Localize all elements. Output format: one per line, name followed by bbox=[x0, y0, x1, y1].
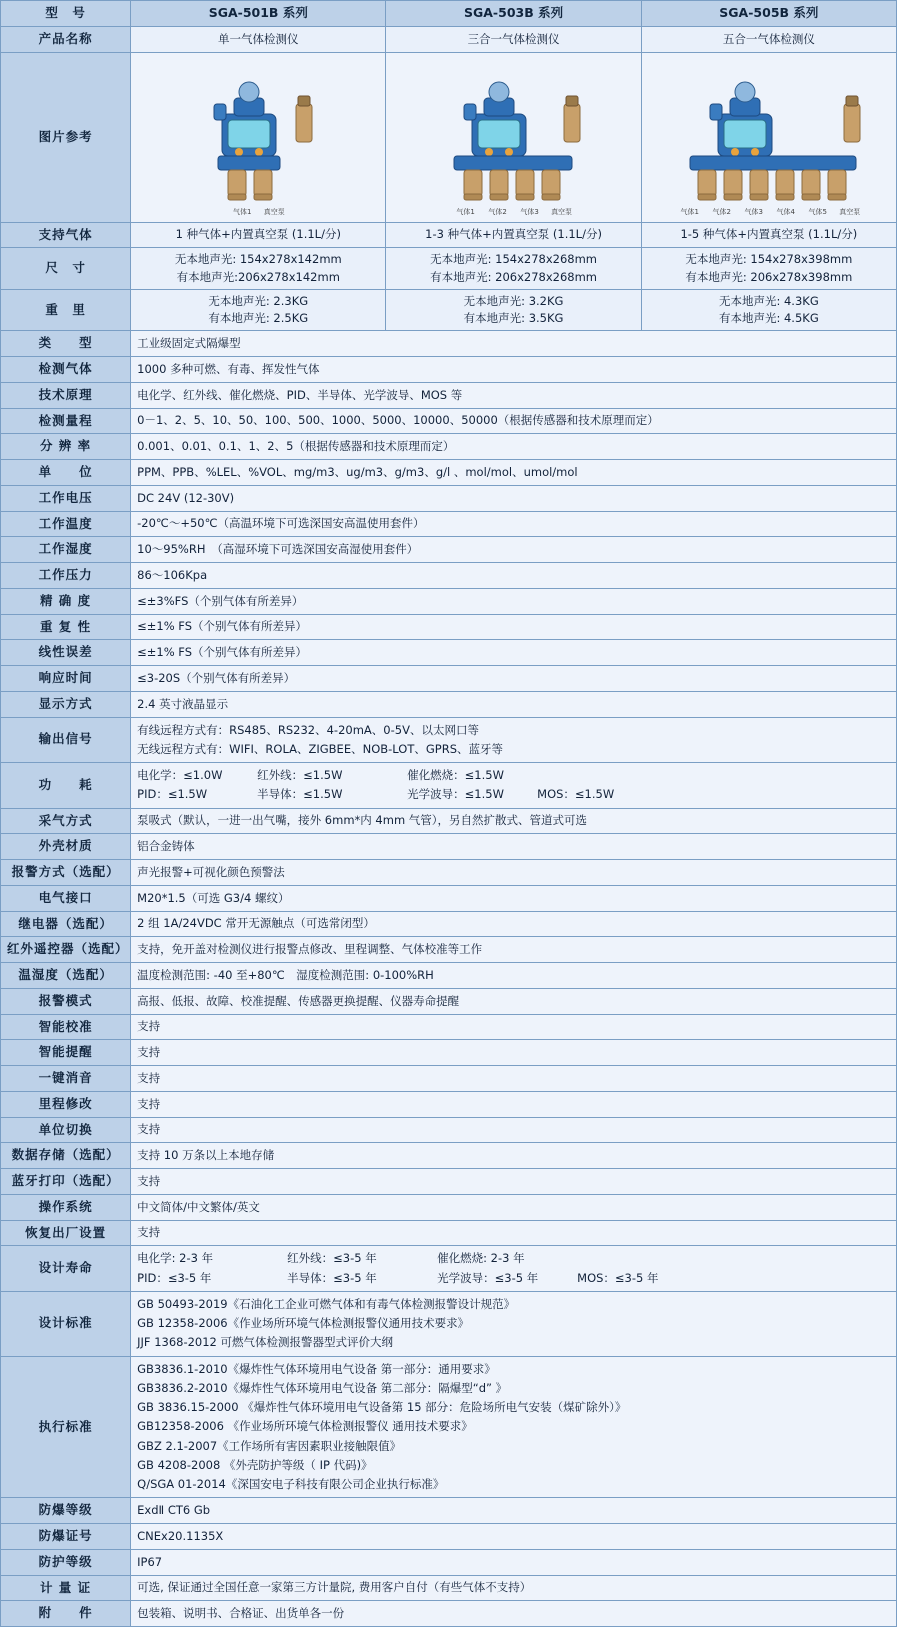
size-3-line2: 有本地声光: 206x278x398mm bbox=[685, 269, 853, 284]
power-optical: 光学波导：≤1.5W bbox=[407, 787, 504, 802]
table-row-linearity bbox=[1, 640, 897, 666]
exec-standard-line-7: Q/SGA 01-2014《深国安电子科技有限公司企业执行标准》 bbox=[137, 1477, 445, 1491]
table-row-power bbox=[1, 763, 897, 809]
row-value-temp-humidity: 温度检测范围: -40 至+80℃ 湿度检测范围: 0-100%RH bbox=[131, 963, 897, 989]
life-pid: PID：≤3-5 年 bbox=[137, 1270, 212, 1285]
gas-detector-illustration-1 bbox=[178, 56, 338, 218]
row-label-image-ref: 图片参考 bbox=[1, 52, 131, 222]
table-row-temp-humidity bbox=[1, 963, 897, 989]
product-name-2: 三合一气体检测仪 bbox=[386, 26, 641, 52]
row-label-data-storage: 数据存储（选配） bbox=[1, 1143, 131, 1169]
row-value-ex-level: ExdⅡ CT6 Gb bbox=[131, 1498, 897, 1524]
table-row-unit bbox=[1, 460, 897, 486]
row-label-electrical-interface: 电气接口 bbox=[1, 885, 131, 911]
row-label-model: 型 号 bbox=[1, 1, 131, 27]
row-value-electrical-interface: M20*1.5（可选 G3/4 螺纹） bbox=[131, 885, 897, 911]
size-1-line2: 有本地声光:206x278x142mm bbox=[176, 269, 340, 284]
row-value-work-humidity: 10～95%RH （高湿环境下可选深国安高湿使用套件） bbox=[131, 537, 897, 563]
table-row-ex-cert bbox=[1, 1524, 897, 1550]
life-mos: MOS：≤3-5 年 bbox=[577, 1270, 659, 1285]
row-label-smart-reminder: 智能提醒 bbox=[1, 1040, 131, 1066]
device-caption-row-1 bbox=[178, 207, 338, 218]
row-label-range: 检测量程 bbox=[1, 408, 131, 434]
device-image-1 bbox=[131, 52, 386, 222]
exec-standard-line-5: GBZ 2.1-2007《工作场所有害因素职业接触限值》 bbox=[137, 1438, 402, 1453]
table-row-ex-level bbox=[1, 1498, 897, 1524]
model-header-2: SGA-503B 系列 bbox=[386, 1, 641, 27]
weight-3 bbox=[641, 289, 896, 331]
weight-1-line2: 有本地声光: 2.5KG bbox=[208, 311, 309, 325]
table-row-bluetooth-print bbox=[1, 1169, 897, 1195]
table-row-alarm-mode bbox=[1, 988, 897, 1014]
table-row-sampling bbox=[1, 808, 897, 834]
row-label-response-time: 响应时间 bbox=[1, 666, 131, 692]
table-row-resolution bbox=[1, 434, 897, 460]
table-row-electrical-interface bbox=[1, 885, 897, 911]
row-label-type: 类 型 bbox=[1, 331, 131, 357]
row-value-range-modify: 支持 bbox=[131, 1091, 897, 1117]
row-label-accuracy: 精 确 度 bbox=[1, 588, 131, 614]
row-value-sampling: 泵吸式（默认，一进一出气嘴，接外 6mm*内 4mm 气管），另自然扩散式、管道式可选 bbox=[131, 808, 897, 834]
power-semiconductor: 半导体：≤1.5W bbox=[257, 787, 343, 802]
row-value-accessories: 包装箱、说明书、合格证、出货单各一份 bbox=[131, 1601, 897, 1627]
table-row-response-time bbox=[1, 666, 897, 692]
exec-standard-line-6: GB 4208-2008 《外壳防护等级（ IP 代码)》 bbox=[137, 1457, 373, 1472]
size-1 bbox=[131, 248, 386, 290]
table-row-image-ref bbox=[1, 52, 897, 222]
row-value-response-time: ≤3-20S（个别气体有所差异） bbox=[131, 666, 897, 692]
exec-standard-line-2: GB3836.2-2010《爆炸性气体环境用电气设备 第二部分：隔爆型“d” 》 bbox=[137, 1380, 508, 1395]
row-value-alarm-type: 声光报警+可视化颜色预警法 bbox=[131, 860, 897, 886]
power-line-1 bbox=[137, 766, 890, 785]
row-label-output-signal: 输出信号 bbox=[1, 717, 131, 763]
row-value-display: 2.4 英寸液晶显示 bbox=[131, 691, 897, 717]
table-row-one-key-mute bbox=[1, 1066, 897, 1092]
row-label-voltage: 工作电压 bbox=[1, 485, 131, 511]
table-row-design-standard bbox=[1, 1291, 897, 1356]
weight-3-line2: 有本地声光: 4.5KG bbox=[718, 311, 819, 325]
design-life-line-2 bbox=[137, 1269, 890, 1288]
row-value-exec-standard bbox=[131, 1356, 897, 1498]
model-header-3: SGA-505B 系列 bbox=[641, 1, 896, 27]
table-row-accuracy bbox=[1, 588, 897, 614]
row-label-unit: 单 位 bbox=[1, 460, 131, 486]
row-label-one-key-mute: 一键消音 bbox=[1, 1066, 131, 1092]
row-value-one-key-mute: 支持 bbox=[131, 1066, 897, 1092]
row-label-power: 功 耗 bbox=[1, 763, 131, 809]
design-life-line-1 bbox=[137, 1249, 890, 1268]
row-label-detect-gas: 检测气体 bbox=[1, 357, 131, 383]
row-value-output-signal bbox=[131, 717, 897, 763]
table-row-accessories bbox=[1, 1601, 897, 1627]
row-label-resolution: 分 辨 率 bbox=[1, 434, 131, 460]
row-value-metrology-cert: 可选, 保证通过全国任意一家第三方计量院, 费用客户自付（有些气体不支持） bbox=[131, 1575, 897, 1601]
row-label-tech-principle: 技术原理 bbox=[1, 382, 131, 408]
size-2-line1: 无本地声光: 154x278x268mm bbox=[430, 252, 598, 267]
table-row-detect-gas bbox=[1, 357, 897, 383]
model-header-1: SGA-501B 系列 bbox=[131, 1, 386, 27]
size-3 bbox=[641, 248, 896, 290]
power-pid: PID：≤1.5W bbox=[137, 787, 208, 802]
size-3-line1: 无本地声光: 154x278x398mm bbox=[685, 252, 853, 267]
device-image-2 bbox=[386, 52, 641, 222]
weight-2-line1: 无本地声光: 3.2KG bbox=[463, 293, 564, 308]
size-2-line2: 有本地声光: 206x278x268mm bbox=[430, 269, 598, 284]
table-row-smart-reminder bbox=[1, 1040, 897, 1066]
device-image-3 bbox=[641, 52, 896, 222]
row-label-ex-cert: 防爆证号 bbox=[1, 1524, 131, 1550]
table-row-tech-principle bbox=[1, 382, 897, 408]
table-row-voltage bbox=[1, 485, 897, 511]
row-label-housing: 外壳材质 bbox=[1, 834, 131, 860]
power-infrared: 红外线：≤1.5W bbox=[257, 768, 343, 782]
row-value-repeatability: ≤±1% FS（个别气体有所差异） bbox=[131, 614, 897, 640]
table-row-data-storage bbox=[1, 1143, 897, 1169]
row-value-smart-reminder: 支持 bbox=[131, 1040, 897, 1066]
row-label-size: 尺 寸 bbox=[1, 248, 131, 290]
row-value-type: 工业级固定式隔爆型 bbox=[131, 331, 897, 357]
product-name-3: 五合一气体检测仪 bbox=[641, 26, 896, 52]
size-2 bbox=[386, 248, 641, 290]
row-value-os: 中文简体/中文繁体/英文 bbox=[131, 1194, 897, 1220]
power-catalytic: 催化燃烧：≤1.5W bbox=[407, 768, 504, 782]
design-standard-line-2: GB 12358-2006《作业场所环境气体检测报警仪通用技术要求》 bbox=[137, 1316, 470, 1330]
table-row-ip-level bbox=[1, 1549, 897, 1575]
row-value-voltage: DC 24V (12-30V) bbox=[131, 485, 897, 511]
device-caption-2-2: 气体2 bbox=[488, 207, 507, 216]
table-row-product-name bbox=[1, 26, 897, 52]
table-row-os bbox=[1, 1194, 897, 1220]
table-row-output-signal bbox=[1, 717, 897, 763]
row-label-support-gas: 支持气体 bbox=[1, 222, 131, 248]
life-semiconductor: 半导体：≤3-5 年 bbox=[287, 1270, 377, 1285]
table-row-unit-switch bbox=[1, 1117, 897, 1143]
row-label-ir-remote: 红外遥控器（选配） bbox=[1, 937, 131, 963]
device-caption-3-4: 气体4 bbox=[776, 207, 795, 216]
row-label-linearity: 线性误差 bbox=[1, 640, 131, 666]
support-gas-1: 1 种气体+内置真空泵 (1.1L/分) bbox=[131, 222, 386, 248]
design-standard-line-1: GB 50493-2019《石油化工企业可燃气体和有毒气体检测报警设计规范》 bbox=[137, 1296, 516, 1311]
row-value-relay: 2 组 1A/24VDC 常开无源触点（可选常闭型） bbox=[131, 911, 897, 937]
table-row-display bbox=[1, 691, 897, 717]
table-row-repeatability bbox=[1, 614, 897, 640]
table-row-type bbox=[1, 331, 897, 357]
device-caption-row-2 bbox=[414, 207, 614, 218]
row-label-smart-calibration: 智能校准 bbox=[1, 1014, 131, 1040]
row-label-relay: 继电器（选配） bbox=[1, 911, 131, 937]
row-label-alarm-mode: 报警模式 bbox=[1, 988, 131, 1014]
table-row-support-gas bbox=[1, 222, 897, 248]
row-value-work-pressure: 86～106Kpa bbox=[131, 563, 897, 589]
row-value-alarm-mode: 高报、低报、故障、校准提醒、传感器更换提醒、仪器寿命提醒 bbox=[131, 988, 897, 1014]
row-value-ex-cert: CNEx20.1135X bbox=[131, 1524, 897, 1550]
row-label-metrology-cert: 计 量 证 bbox=[1, 1575, 131, 1601]
row-label-bluetooth-print: 蓝牙打印（选配） bbox=[1, 1169, 131, 1195]
table-row-model bbox=[1, 1, 897, 27]
power-mos: MOS：≤1.5W bbox=[537, 787, 615, 802]
table-row-ir-remote bbox=[1, 937, 897, 963]
row-label-work-humidity: 工作湿度 bbox=[1, 537, 131, 563]
output-signal-wired: 有线远程方式有：RS485、RS232、4-20mA、0-5V、以太网口等 bbox=[137, 722, 479, 737]
power-line-2 bbox=[137, 785, 890, 804]
row-value-ir-remote: 支持，免开盖对检测仪进行报警点修改、里程调整、气体校准等工作 bbox=[131, 937, 897, 963]
life-infrared: 红外线：≤3-5 年 bbox=[287, 1251, 377, 1266]
table-row-work-pressure bbox=[1, 563, 897, 589]
row-label-sampling: 采气方式 bbox=[1, 808, 131, 834]
table-row-size bbox=[1, 248, 897, 290]
gas-detector-illustration-3 bbox=[648, 56, 892, 218]
life-optical: 光学波导：≤3-5 年 bbox=[437, 1270, 539, 1285]
row-label-weight: 重 里 bbox=[1, 289, 131, 331]
table-row-weight bbox=[1, 289, 897, 331]
row-value-design-life bbox=[131, 1246, 897, 1292]
row-value-ip-level: IP67 bbox=[131, 1549, 897, 1575]
row-value-factory-reset: 支持 bbox=[131, 1220, 897, 1246]
row-value-work-temp: -20℃～+50℃（高温环境下可选深国安高温使用套件） bbox=[131, 511, 897, 537]
life-catalytic: 催化燃烧: 2-3 年 bbox=[437, 1251, 525, 1266]
table-row-exec-standard bbox=[1, 1356, 897, 1498]
table-row-work-humidity bbox=[1, 537, 897, 563]
exec-standard-line-3: GB 3836.15-2000 《爆炸性气体环境用电气设备第 15 部分：危险场所电气安装（煤矿除外）》 bbox=[137, 1400, 627, 1414]
row-label-accessories: 附 件 bbox=[1, 1601, 131, 1627]
row-label-os: 操作系统 bbox=[1, 1194, 131, 1220]
life-electrochem: 电化学: 2-3 年 bbox=[137, 1251, 214, 1266]
row-value-smart-calibration: 支持 bbox=[131, 1014, 897, 1040]
row-value-range: 0－1、2、5、10、50、100、500、1000、5000、10000、50000（根据传感器和技术原理而定） bbox=[131, 408, 897, 434]
row-label-ex-level: 防爆等级 bbox=[1, 1498, 131, 1524]
row-label-ip-level: 防护等级 bbox=[1, 1549, 131, 1575]
row-value-unit: PPM、PPB、%LEL、%VOL、mg/m3、ug/m3、g/m3、g/l 、mol/mol、umol/mol bbox=[131, 460, 897, 486]
row-label-alarm-type: 报警方式（选配） bbox=[1, 860, 131, 886]
table-row-relay bbox=[1, 911, 897, 937]
device-caption-1-2: 真空泵 bbox=[263, 207, 285, 216]
size-1-line1: 无本地声光: 154x278x142mm bbox=[174, 252, 342, 267]
support-gas-2: 1-3 种气体+内置真空泵 (1.1L/分) bbox=[386, 222, 641, 248]
gas-detector-illustration-2 bbox=[414, 56, 614, 218]
row-value-design-standard bbox=[131, 1291, 897, 1356]
row-label-factory-reset: 恢复出厂设置 bbox=[1, 1220, 131, 1246]
device-caption-2-3: 气体3 bbox=[520, 207, 539, 216]
device-caption-3-3: 气体3 bbox=[744, 207, 763, 216]
weight-1 bbox=[131, 289, 386, 331]
row-label-product-name: 产品名称 bbox=[1, 26, 131, 52]
device-caption-2-4: 真空泵 bbox=[551, 207, 573, 216]
output-signal-wireless: 无线远程方式有：WIFI、ROLA、ZIGBEE、NOB-LOT、GPRS、蓝牙等 bbox=[137, 741, 503, 756]
device-caption-2-1: 气体1 bbox=[456, 207, 475, 216]
device-caption-3-5: 气体5 bbox=[808, 207, 827, 216]
row-label-display: 显示方式 bbox=[1, 691, 131, 717]
table-row-range bbox=[1, 408, 897, 434]
design-standard-line-3: JJF 1368-2012 可燃气体检测报警器型式评价大纲 bbox=[137, 1335, 394, 1350]
row-value-tech-principle: 电化学、红外线、催化燃烧、PID、半导体、光学波导、MOS 等 bbox=[131, 382, 897, 408]
row-value-bluetooth-print: 支持 bbox=[131, 1169, 897, 1195]
row-label-work-pressure: 工作压力 bbox=[1, 563, 131, 589]
row-value-data-storage: 支持 10 万条以上本地存储 bbox=[131, 1143, 897, 1169]
row-value-accuracy: ≤±3%FS（个别气体有所差异） bbox=[131, 588, 897, 614]
device-caption-1-1: 气体1 bbox=[233, 207, 252, 216]
table-row-housing bbox=[1, 834, 897, 860]
row-value-power bbox=[131, 763, 897, 809]
table-row-smart-calibration bbox=[1, 1014, 897, 1040]
row-label-design-standard: 设计标准 bbox=[1, 1291, 131, 1356]
table-row-metrology-cert bbox=[1, 1575, 897, 1601]
weight-2 bbox=[386, 289, 641, 331]
device-caption-3-1: 气体1 bbox=[680, 207, 699, 216]
weight-1-line1: 无本地声光: 2.3KG bbox=[208, 293, 309, 308]
row-label-repeatability: 重 复 性 bbox=[1, 614, 131, 640]
exec-standard-line-4: GB12358-2006 《作业场所环境气体检测报警仪 通用技术要求》 bbox=[137, 1419, 473, 1434]
row-value-housing: 铝合金铸体 bbox=[131, 834, 897, 860]
table-row-design-life bbox=[1, 1246, 897, 1292]
row-value-resolution: 0.001、0.01、0.1、1、2、5（根据传感器和技术原理而定） bbox=[131, 434, 897, 460]
row-label-unit-switch: 单位切换 bbox=[1, 1117, 131, 1143]
row-label-work-temp: 工作温度 bbox=[1, 511, 131, 537]
row-label-temp-humidity: 温湿度（选配） bbox=[1, 963, 131, 989]
table-row-alarm-type bbox=[1, 860, 897, 886]
row-value-linearity: ≤±1% FS（个别气体有所差异） bbox=[131, 640, 897, 666]
product-name-1: 单一气体检测仪 bbox=[131, 26, 386, 52]
table-row-work-temp bbox=[1, 511, 897, 537]
support-gas-3: 1-5 种气体+内置真空泵 (1.1L/分) bbox=[641, 222, 896, 248]
row-value-unit-switch: 支持 bbox=[131, 1117, 897, 1143]
power-electrochem: 电化学：≤1.0W bbox=[137, 768, 223, 782]
row-label-design-life: 设计寿命 bbox=[1, 1246, 131, 1292]
device-caption-3-6: 真空泵 bbox=[839, 207, 861, 216]
device-caption-3-2: 气体2 bbox=[712, 207, 731, 216]
row-label-exec-standard: 执行标准 bbox=[1, 1356, 131, 1498]
row-value-detect-gas: 1000 多种可燃、有毒、挥发性气体 bbox=[131, 357, 897, 383]
exec-standard-line-1: GB3836.1-2010《爆炸性气体环境用电气设备 第一部分：通用要求》 bbox=[137, 1361, 496, 1376]
table-row-range-modify bbox=[1, 1091, 897, 1117]
table-row-factory-reset bbox=[1, 1220, 897, 1246]
weight-3-line1: 无本地声光: 4.3KG bbox=[718, 293, 819, 308]
weight-2-line2: 有本地声光: 3.5KG bbox=[463, 311, 564, 325]
device-caption-row-3 bbox=[648, 207, 892, 218]
row-label-range-modify: 里程修改 bbox=[1, 1091, 131, 1117]
